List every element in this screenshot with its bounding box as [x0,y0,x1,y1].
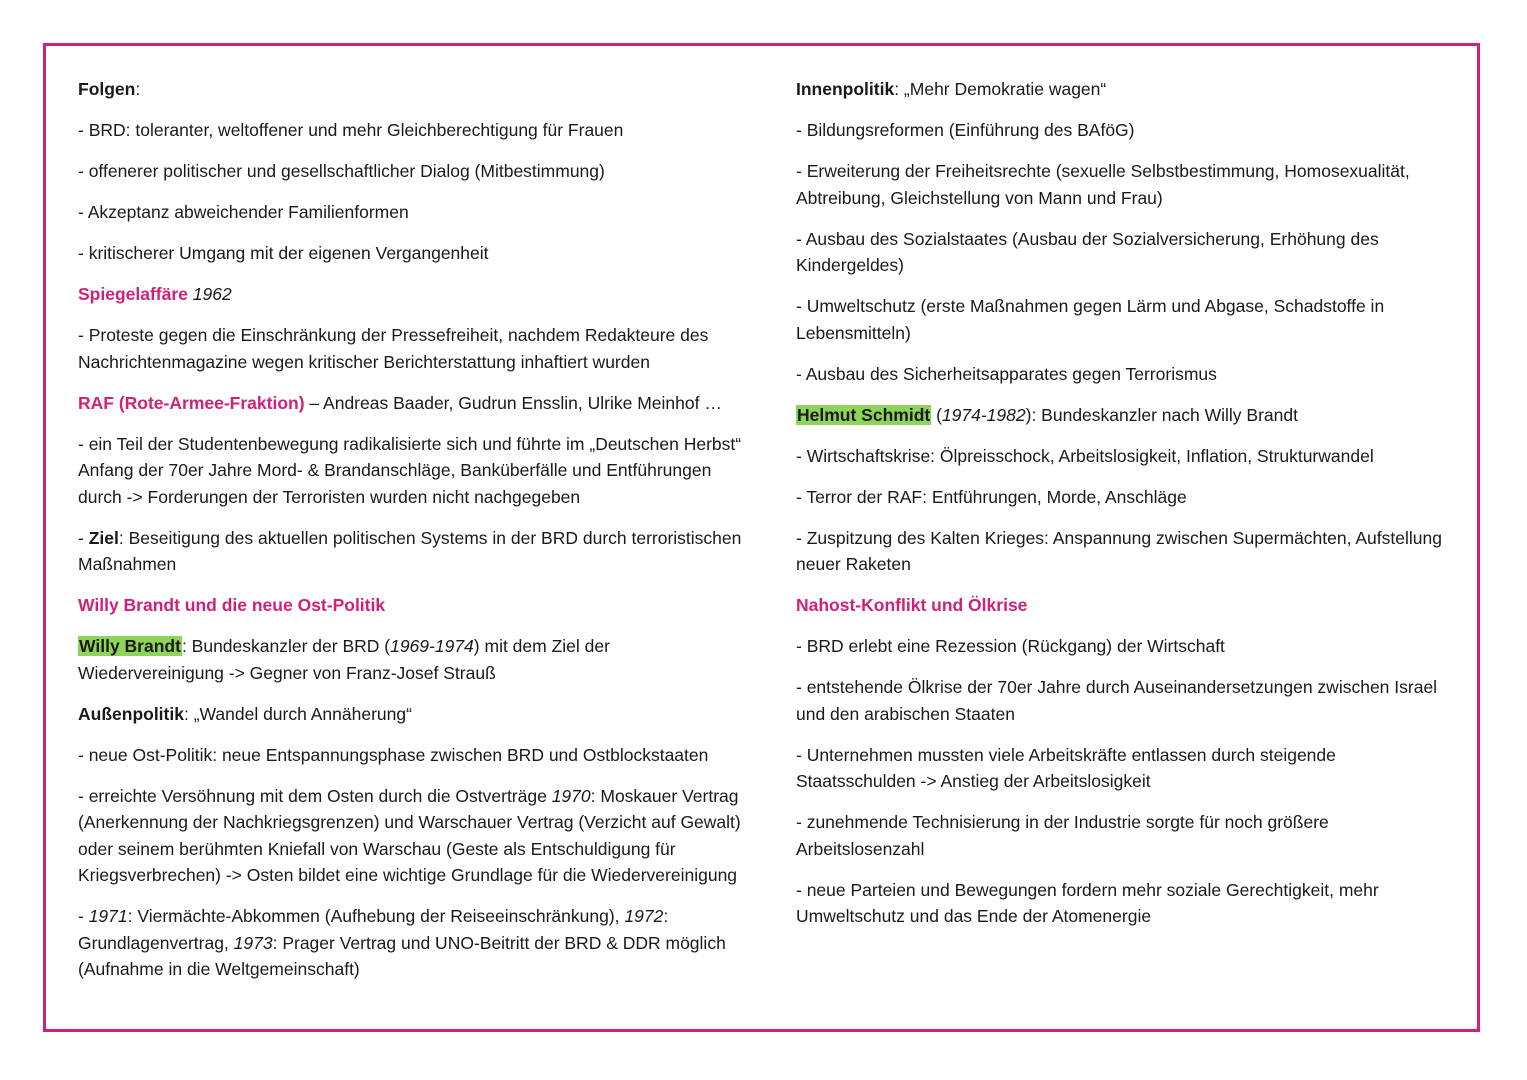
brandt-text: Willy Brandt: Bundeskanzler der BRD (1969-1974) mit dem Ziel der Wiedervereinigung -> Gegner von Franz-Josef Strauß [78,636,610,683]
nahost-item: - entstehende Ölkrise der 70er Jahre durch Auseinandersetzungen zwischen Israel und den arabischen Staaten [796,677,1438,724]
innen-item: - Umweltschutz (erste Maßnahmen gegen Lärm und Abgase, Schadstoffe in Lebensmitteln) [796,296,1385,343]
schmidt-text: Helmut Schmidt (1974-1982): Bundeskanzler nach Willy Brandt [797,404,1298,425]
innen-item: - Ausbau des Sicherheitsapparates gegen Terrorismus [796,363,1217,384]
vertraege-text: - 1971: Viermächte-Abkommen (Aufhebung der Reiseeinschränkung), 1972: Grundlagenvertrag, 1973: Prager Vertrag und UNO-Beitritt der BRD & DDR möglich (Aufnahme in die Weltgemeinschaft) [78,906,726,979]
nahost-section-heading: Nahost-Konflikt und Ölkrise [796,595,1028,615]
ziel-text: - Ziel: Beseitigung des aktuellen politischen Systems in der BRD durch terroristischen Maßnahmen [78,527,742,574]
innenpolitik-heading: Innenpolitik: „Mehr Demokratie wagen“ [796,79,1107,99]
nahost-item: - BRD erlebt eine Rezession (Rückgang) der Wirtschaft [796,636,1225,656]
innen-item: - Ausbau des Sozialstaates (Ausbau der Sozialversicherung, Erhöhung des Kindergeldes) [796,228,1379,275]
brandt-section-heading: Willy Brandt und die neue Ost-Politik [78,595,386,615]
innen-item: - Erweiterung der Freiheitsrechte (sexuelle Selbstbestimmung, Homosexualität, Abtreibung, Gleichstellung von Mann und Frau) [796,161,1410,208]
nahost-item: - neue Parteien und Bewegungen fordern mehr soziale Gerechtigkeit, mehr Umweltschutz und das Ende der Atomenergie [796,879,1379,926]
nahost-item: - Unternehmen mussten viele Arbeitskräfte entlassen durch steigende Staatsschulden -> Anstieg der Arbeitslosigkeit [796,744,1336,791]
right-column [796,76,1456,944]
left-column [78,76,758,997]
raf-text: - ein Teil der Studentenbewegung radikalisierte sich und führte im „Deutschen Herbst“ Anfang der 70er Jahre Mord- & Brandanschläge, Banküberfälle und Entführungen durch -> Forderungen der Terroristen wurden nicht nachgegeben [78,433,742,507]
schmidt-name-highlight: Helmut Schmidt [797,404,931,425]
folgen-item: - offenerer politischer und gesellschaftlicher Dialog (Mitbestimmung) [78,161,605,181]
folgen-item: - kritischerer Umgang mit der eigenen Vergangenheit [78,243,489,263]
raf-heading: RAF (Rote-Armee-Fraktion) – Andreas Baader, Gudrun Ensslin, Ulrike Meinhof … [78,392,722,413]
aussenpolitik-heading: Außenpolitik: „Wandel durch Annäherung“ [78,703,412,724]
versoehnung-text: - erreichte Versöhnung mit dem Osten durch die Ostverträge 1970: Moskauer Vertrag (Anerkennung der Nachkriegsgrenzen) und Warschauer Vertrag (Verzicht auf Gewalt) oder seinem berühmten Kniefall von Warschau (Geste als Entschuldigung für Kriegsverbrechen) -> Osten bildet eine wichtige Grundlage für die Wiedervereinigung [78,785,741,885]
spiegel-text: - Proteste gegen die Einschränkung der Pressefreiheit, nachdem Redakteure des Nachrichtenmagazine wegen kritischer Berichterstattung inhaftiert wurden [78,325,709,372]
schmidt-item: - Zuspitzung des Kalten Krieges: Anspannung zwischen Supermächten, Aufstellung neuer Raketen [796,527,1442,574]
spiegel-heading: Spiegelaffäre 1962 [78,284,232,304]
folgen-item: - Akzeptanz abweichender Familienformen [78,202,409,222]
folgen-heading: Folgen: [78,79,141,99]
brandt-name-highlight: Willy Brandt [79,636,181,656]
schmidt-item: - Wirtschaftskrise: Ölpreisschock, Arbeitslosigkeit, Inflation, Strukturwandel [796,445,1374,466]
schmidt-item: - Terror der RAF: Entführungen, Morde, Anschläge [796,486,1187,507]
nahost-item: - zunehmende Technisierung in der Industrie sorgte für noch größere Arbeitslosenzahl [796,812,1329,859]
ost-politik-text: - neue Ost-Politik: neue Entspannungsphase zwischen BRD und Ostblockstaaten [78,744,709,765]
innen-item: - Bildungsreformen (Einführung des BAföG) [796,120,1135,140]
folgen-item: - BRD: toleranter, weltoffener und mehr Gleichberechtigung für Frauen [78,120,624,140]
